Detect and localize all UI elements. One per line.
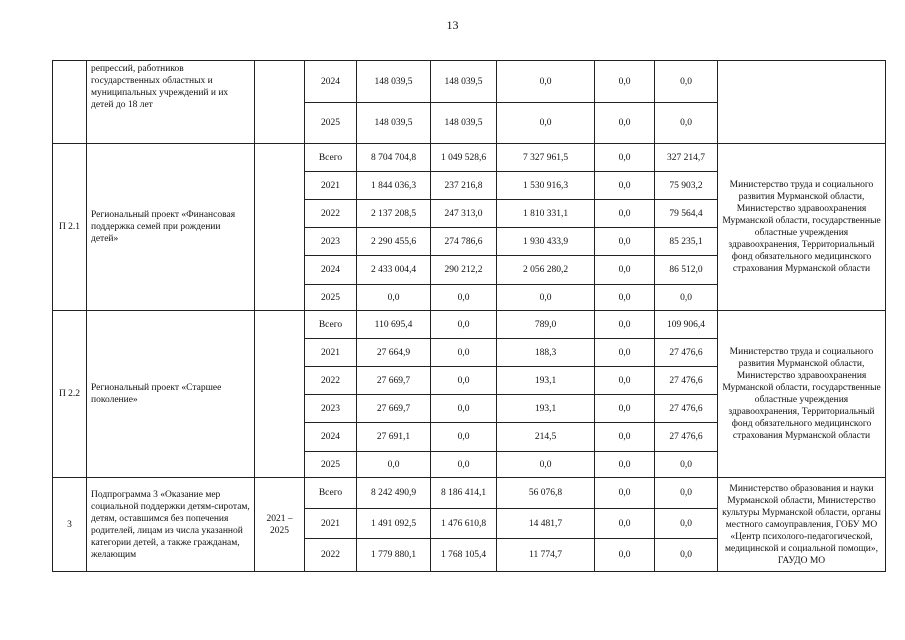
amount-cell-c2: 0,0 xyxy=(497,285,595,311)
amount-cell-c4: 0,0 xyxy=(655,478,718,509)
amount-cell-c1: 247 313,0 xyxy=(431,200,497,228)
amount-cell-c4: 86 512,0 xyxy=(655,256,718,285)
year-cell: Всего xyxy=(305,311,357,339)
amount-cell-total: 0,0 xyxy=(357,285,431,311)
amount-cell-c2: 1 530 916,3 xyxy=(497,172,595,200)
table-row xyxy=(53,311,886,339)
year-cell: 2025 xyxy=(305,285,357,311)
amount-cell-c4: 0,0 xyxy=(655,509,718,539)
year-cell: Всего xyxy=(305,478,357,509)
item-number xyxy=(53,61,87,144)
year-cell: 2021 xyxy=(305,339,357,367)
table-body xyxy=(53,61,886,572)
amount-cell-c2: 7 327 961,5 xyxy=(497,144,595,172)
item-number: П 2.1 xyxy=(53,144,87,311)
amount-cell-c1: 1 476 610,8 xyxy=(431,509,497,539)
amount-cell-c2: 188,3 xyxy=(497,339,595,367)
item-number: П 2.2 xyxy=(53,311,87,478)
amount-cell-c1: 237 216,8 xyxy=(431,172,497,200)
year-cell: 2021 xyxy=(305,509,357,539)
amount-cell-c4: 0,0 xyxy=(655,103,718,144)
amount-cell-c3: 0,0 xyxy=(595,339,655,367)
amount-cell-total: 0,0 xyxy=(357,452,431,478)
item-period xyxy=(255,61,305,144)
amount-cell-c3: 0,0 xyxy=(595,311,655,339)
amount-cell-c3: 0,0 xyxy=(595,509,655,539)
amount-cell-total: 8 242 490,9 xyxy=(357,478,431,509)
executors-cell: Министерство труда и социального развития Мурманской области, Министерство здравоохранения Мурманской области, государственные областные учреждения здравоохранения, Территориальный фонд обязательного медицинского страхования Мурманской области xyxy=(718,144,886,311)
amount-cell-c4: 0,0 xyxy=(655,285,718,311)
item-name: Региональный проект «Старшее поколение» xyxy=(87,311,255,478)
amount-cell-c2: 193,1 xyxy=(497,367,595,395)
year-cell: 2021 xyxy=(305,172,357,200)
year-cell: 2022 xyxy=(305,367,357,395)
amount-cell-total: 148 039,5 xyxy=(357,61,431,103)
amount-cell-c3: 0,0 xyxy=(595,144,655,172)
table-row xyxy=(53,144,886,172)
amount-cell-total: 2 137 208,5 xyxy=(357,200,431,228)
amount-cell-c1: 1 049 528,6 xyxy=(431,144,497,172)
amount-cell-c1: 290 212,2 xyxy=(431,256,497,285)
amount-cell-c4: 27 476,6 xyxy=(655,367,718,395)
amount-cell-c1: 0,0 xyxy=(431,339,497,367)
amount-cell-c2: 0,0 xyxy=(497,452,595,478)
budget-table xyxy=(52,60,886,572)
amount-cell-c4: 85 235,1 xyxy=(655,228,718,256)
item-period xyxy=(255,144,305,311)
item-name: Региональный проект «Финансовая поддержка семей при рождении детей» xyxy=(87,144,255,311)
amount-cell-c3: 0,0 xyxy=(595,367,655,395)
amount-cell-c3: 0,0 xyxy=(595,452,655,478)
amount-cell-c3: 0,0 xyxy=(595,285,655,311)
item-name: репрессий, работников государственных областных и муниципальных учреждений и их детей до 18 лет xyxy=(87,61,255,144)
item-period: 2021 – 2025 xyxy=(255,478,305,572)
amount-cell-c2: 1 810 331,1 xyxy=(497,200,595,228)
amount-cell-c3: 0,0 xyxy=(595,539,655,572)
year-cell: 2024 xyxy=(305,256,357,285)
item-number: 3 xyxy=(53,478,87,572)
item-name: Подпрограмма 3 «Оказание мер социальной поддержки детям-сиротам, детям, оставшимся без попечения родителей, лицам из числа указанной категории детей, а также гражданам, желающим xyxy=(87,478,255,572)
amount-cell-c1: 1 768 105,4 xyxy=(431,539,497,572)
amount-cell-total: 148 039,5 xyxy=(357,103,431,144)
table-row xyxy=(53,478,886,509)
executors-cell: Министерство труда и социального развития Мурманской области, Министерство здравоохранения Мурманской области, государственные областные учреждения здравоохранения, Территориальный фонд обязательного медицинского страхования Мурманской области xyxy=(718,311,886,478)
year-cell: 2022 xyxy=(305,200,357,228)
year-cell: 2023 xyxy=(305,228,357,256)
amount-cell-c3: 0,0 xyxy=(595,228,655,256)
executors-cell: Министерство образования и науки Мурманской области, Министерство культуры Мурманской области, органы местного самоуправления, ГОБУ МО «Центр психолого-педагогической, медицинской и социальной помощи», ГАУДО МО xyxy=(718,478,886,572)
amount-cell-c3: 0,0 xyxy=(595,395,655,423)
amount-cell-total: 1 491 092,5 xyxy=(357,509,431,539)
amount-cell-c2: 56 076,8 xyxy=(497,478,595,509)
amount-cell-c4: 79 564,4 xyxy=(655,200,718,228)
amount-cell-total: 8 704 704,8 xyxy=(357,144,431,172)
amount-cell-c4: 109 906,4 xyxy=(655,311,718,339)
amount-cell-c4: 75 903,2 xyxy=(655,172,718,200)
amount-cell-c2: 193,1 xyxy=(497,395,595,423)
amount-cell-c3: 0,0 xyxy=(595,200,655,228)
amount-cell-c3: 0,0 xyxy=(595,256,655,285)
amount-cell-c2: 1 930 433,9 xyxy=(497,228,595,256)
amount-cell-c2: 789,0 xyxy=(497,311,595,339)
amount-cell-c3: 0,0 xyxy=(595,61,655,103)
amount-cell-c4: 27 476,6 xyxy=(655,423,718,452)
amount-cell-total: 1 844 036,3 xyxy=(357,172,431,200)
year-cell: 2025 xyxy=(305,103,357,144)
amount-cell-c1: 0,0 xyxy=(431,367,497,395)
year-cell: 2023 xyxy=(305,395,357,423)
amount-cell-c2: 11 774,7 xyxy=(497,539,595,572)
year-cell: 2025 xyxy=(305,452,357,478)
amount-cell-c4: 327 214,7 xyxy=(655,144,718,172)
amount-cell-c1: 0,0 xyxy=(431,311,497,339)
amount-cell-c4: 27 476,6 xyxy=(655,339,718,367)
amount-cell-total: 2 433 004,4 xyxy=(357,256,431,285)
year-cell: 2024 xyxy=(305,423,357,452)
item-period xyxy=(255,311,305,478)
amount-cell-c3: 0,0 xyxy=(595,478,655,509)
amount-cell-total: 110 695,4 xyxy=(357,311,431,339)
amount-cell-c1: 0,0 xyxy=(431,395,497,423)
year-cell: Всего xyxy=(305,144,357,172)
year-cell: 2024 xyxy=(305,61,357,103)
amount-cell-c4: 0,0 xyxy=(655,61,718,103)
amount-cell-c2: 14 481,7 xyxy=(497,509,595,539)
amount-cell-c1: 0,0 xyxy=(431,423,497,452)
amount-cell-c2: 214,5 xyxy=(497,423,595,452)
page-number: 13 xyxy=(446,18,459,32)
amount-cell-total: 27 664,9 xyxy=(357,339,431,367)
amount-cell-c1: 148 039,5 xyxy=(431,103,497,144)
amount-cell-c4: 0,0 xyxy=(655,539,718,572)
executors-cell xyxy=(718,61,886,144)
amount-cell-total: 27 691,1 xyxy=(357,423,431,452)
amount-cell-total: 2 290 455,6 xyxy=(357,228,431,256)
amount-cell-c2: 0,0 xyxy=(497,61,595,103)
amount-cell-c3: 0,0 xyxy=(595,423,655,452)
amount-cell-c4: 0,0 xyxy=(655,452,718,478)
amount-cell-total: 27 669,7 xyxy=(357,395,431,423)
amount-cell-c2: 0,0 xyxy=(497,103,595,144)
amount-cell-total: 27 669,7 xyxy=(357,367,431,395)
amount-cell-c1: 274 786,6 xyxy=(431,228,497,256)
amount-cell-c1: 0,0 xyxy=(431,285,497,311)
year-cell: 2022 xyxy=(305,539,357,572)
amount-cell-total: 1 779 880,1 xyxy=(357,539,431,572)
amount-cell-c2: 2 056 280,2 xyxy=(497,256,595,285)
amount-cell-c1: 148 039,5 xyxy=(431,61,497,103)
amount-cell-c1: 8 186 414,1 xyxy=(431,478,497,509)
amount-cell-c4: 27 476,6 xyxy=(655,395,718,423)
amount-cell-c3: 0,0 xyxy=(595,172,655,200)
table-row xyxy=(53,61,886,103)
amount-cell-c1: 0,0 xyxy=(431,452,497,478)
amount-cell-c3: 0,0 xyxy=(595,103,655,144)
